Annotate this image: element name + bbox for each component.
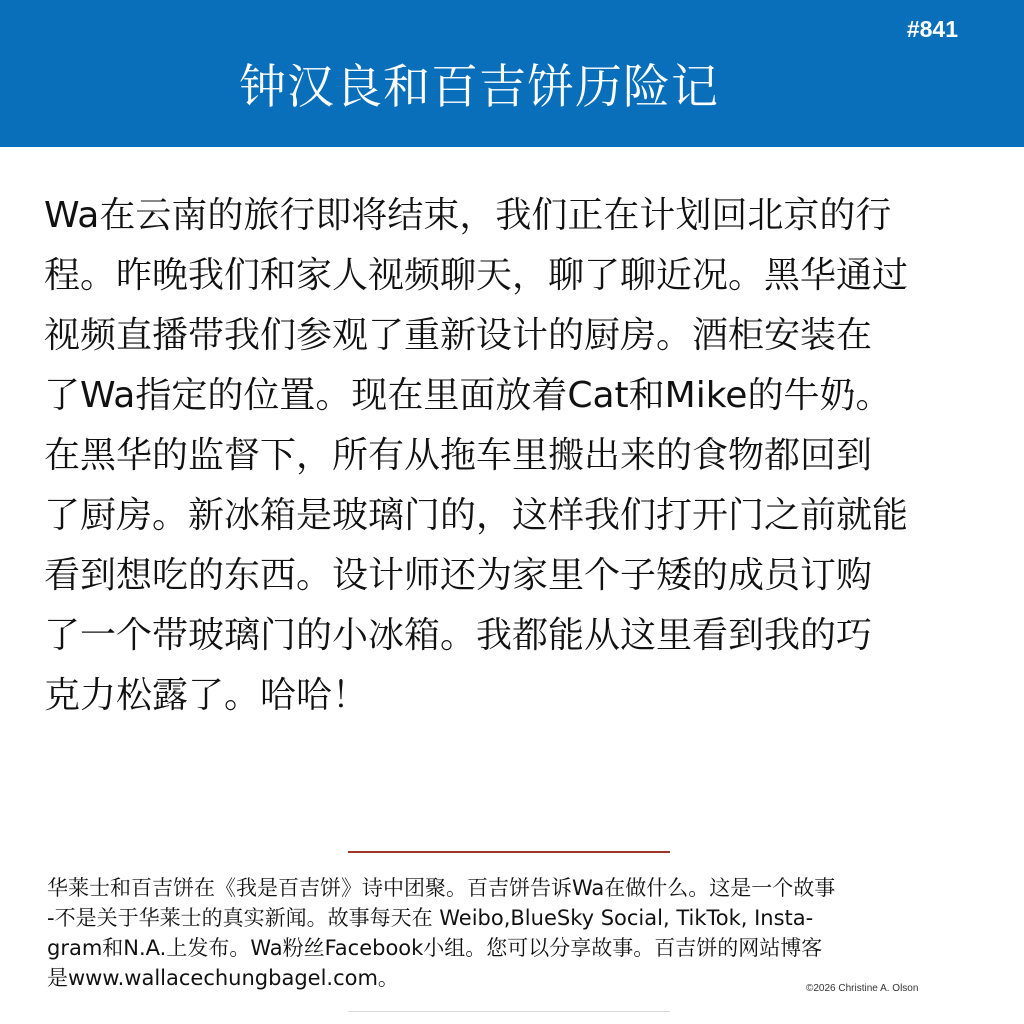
story-line: 在黑华的监督下，所有从拖车里搬出来的食物都回到: [44, 435, 873, 476]
story-line: 克力松露了。哈哈！: [44, 675, 369, 716]
story-line: 程。昨晚我们和家人视频聊天，聊了聊近况。黑华通过: [44, 255, 909, 296]
page-title: 钟汉良和百吉饼历险记: [239, 60, 719, 115]
footer-line: gram和N.A.上发布。Wa粉丝Facebook小组。您可以分享故事。百吉饼的网站博客: [47, 936, 823, 960]
footer-note: [47, 873, 987, 993]
story-line: 了一个带玻璃门的小冰箱。我都能从这里看到我的巧: [44, 615, 873, 656]
bottom-divider: [348, 1011, 670, 1012]
story-line: 了Wa指定的位置。现在里面放着Cat和Mike的牛奶。: [44, 375, 892, 416]
story-line: 视频直播带我们参观了重新设计的厨房。酒柜安装在: [44, 315, 873, 356]
footer-line: 华莱士和百吉饼在《我是百吉饼》诗中团聚。百吉饼告诉Wa在做什么。这是一个故事: [47, 876, 836, 900]
footer-line: -不是关于华莱士的真实新闻。故事每天在 Weibo,BlueSky Social, TikTok, Insta-: [47, 906, 814, 930]
story-line: Wa在云南的旅行即将结束，我们正在计划回北京的行: [44, 195, 892, 236]
story-text: [44, 186, 984, 726]
section-divider: [348, 851, 670, 853]
story-line: 了厨房。新冰箱是玻璃门的，这样我们打开门之前就能: [44, 495, 909, 536]
story-line: 看到想吃的东西。设计师还为家里个子矮的成员订购: [44, 555, 873, 596]
footer-line: 是www.wallacechungbagel.com。: [47, 966, 399, 990]
title-banner: [0, 0, 1024, 147]
copyright-notice: ©2026 Christine A. Olson: [806, 983, 919, 994]
issue-number: #841: [906, 16, 958, 42]
